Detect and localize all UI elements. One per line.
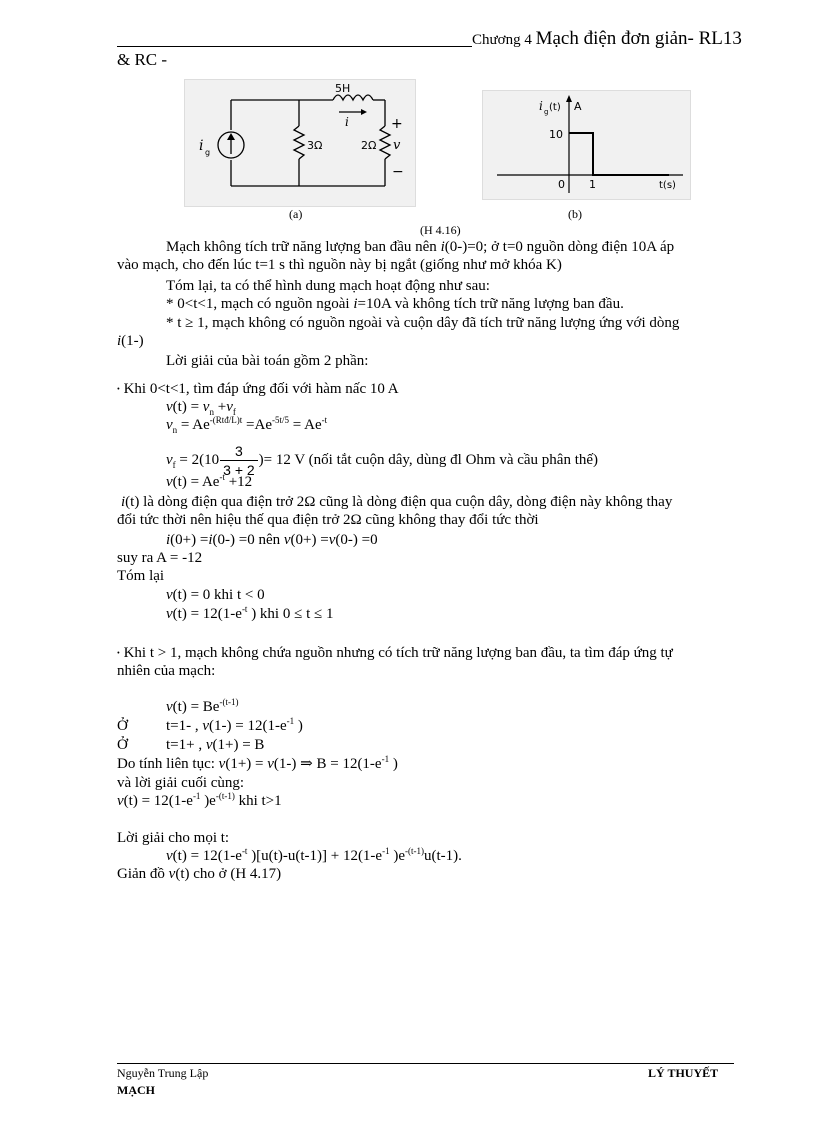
y-axis-arrow-icon	[566, 95, 572, 102]
header-continuation: & RC -	[117, 50, 168, 69]
eq-10: Ở t=1- , $v(1-) = 12(1-e^{-1}$ )	[117, 716, 303, 734]
eq-5: i(0+) =i(0-) =0 nên v(0+) =v(0-) =0	[166, 532, 378, 548]
p6-i: i	[121, 494, 126, 510]
case-2a-text: Khi t > 1, mạch không chứa nguồn nhưng có tích trữ năng lượng ban đầu, ta tìm đáp ứng tự	[123, 645, 673, 661]
graph-x-tick: 1	[589, 178, 596, 191]
minus-sign: −	[392, 164, 404, 180]
paragraph-1b: vào mạch, cho đến lúc t=1 s thì nguồn này bị ngắt (giống như mở khóa K)	[117, 257, 562, 273]
fraction-numerator: 3	[220, 442, 258, 461]
paragraph-7: Tóm lại	[117, 568, 165, 584]
case-1-text: Khi 0<t<1, tìm đáp ứng đối với hàm nấc 10 A	[123, 381, 399, 397]
p3a-text: * 0<t<1, mạch có nguồn ngoài	[166, 296, 354, 312]
footer-rule	[117, 1063, 734, 1064]
graph-caption: (b)	[568, 207, 582, 221]
p3-i: i	[353, 296, 358, 312]
eq-6: suy ra A = -12	[117, 550, 203, 566]
p1a-text: Mạch không tích trữ năng lượng ban đầu nên	[166, 239, 441, 255]
paragraph-8: và lời giải cuối cùng:	[117, 775, 245, 791]
at-2: Ở	[117, 737, 128, 753]
case-2b: nhiên của mạch:	[117, 663, 216, 679]
footer-subject-a: LÝ THUYẾT	[648, 1066, 719, 1080]
header-rule	[117, 46, 472, 47]
header-chapter	[472, 30, 742, 49]
graph-ylabel-sub: g	[544, 108, 549, 116]
circuit-caption: (a)	[289, 207, 303, 221]
p3b-text: =10A và không tích trữ năng lượng ban đầu.	[357, 296, 624, 312]
circuit-diagram	[185, 80, 415, 206]
p4-i: i	[117, 333, 122, 349]
graph-xlabel: t(s)	[659, 180, 676, 191]
paragraph-9: Lời giải cho mọi t:	[117, 830, 230, 846]
paragraph-1a	[166, 238, 674, 256]
case-2a	[117, 644, 673, 663]
r1-label: 3Ω	[307, 139, 323, 152]
eq-3-rest: )= 12 V (nối tắt cuộn dây, dùng đl Ohm và cầu phân thế)	[258, 451, 599, 468]
eq-2: $v_n = Ae^{-(Rtđ/L)t} =Ae^{-5t/5} = Ae^{-t}$	[166, 415, 328, 435]
footer-subject-b: MẠCH	[117, 1083, 155, 1097]
eq-11: Ở t=1+ , v(1+) = B	[117, 737, 265, 753]
eq-9: $v(t) = Be^{-(t-1)}$	[166, 697, 239, 715]
eq-7: v(t) = 0 khi t < 0	[166, 587, 265, 603]
current-label: i	[345, 115, 349, 129]
paragraph-4b	[117, 332, 144, 350]
current-arrow-icon	[361, 109, 367, 115]
pulse-trace	[569, 133, 669, 175]
graph-diagram	[483, 91, 690, 199]
circuit-figure	[184, 79, 416, 207]
source-sub: g	[205, 148, 211, 157]
paragraph-5: Lời giải của bài toán gồm 2 phần:	[166, 353, 369, 369]
eq-12: Do tính liên tục: v(1+) = v(1-) ⇒ $B = 12(1-e^{-1}$ )	[117, 754, 398, 772]
r2-label: 2Ω	[361, 139, 377, 152]
eq-1: $v(t) = v_n +v_f$	[166, 399, 236, 417]
fraction-denominator: 3 + 2	[223, 462, 255, 478]
paragraph-6a	[121, 493, 672, 511]
chapter-prefix: Chương 4	[472, 32, 532, 48]
paragraph-10: Giản đồ v(t) cho ở (H 4.17)	[117, 866, 282, 882]
eq-14: $v(t) = 12(1-e^{-t}$ )$[u(t)-u(t-1)] + 12(1-e^{-1}$ )$e^{-(t-1)}u(t-1)$.	[166, 846, 462, 864]
page-number: 13	[722, 28, 742, 49]
graph-y-value: 10	[549, 128, 563, 141]
eq-13: $v(t) = 12(1-e^{-1}$ )$e^{-(t-1)}$ khi t>1	[117, 791, 282, 809]
p6b-text: (t) là dòng điện qua điện trở 2Ω cũng là dòng điện qua cuộn dây, dòng điện này không thay	[125, 494, 673, 510]
paragraph-3	[166, 295, 624, 313]
paragraph-6b: đổi tức thời nên hiệu thế qua điện trở 2Ω cũng không thay đổi tức thời	[117, 512, 539, 528]
p4b-text: (1-)	[121, 333, 144, 349]
eq-8: $v(t) = 12(1-e^{-t}$ ) khi 0 ≤ t ≤ 1	[166, 604, 334, 622]
graph-ylabel-rest: (t)	[549, 102, 561, 113]
paragraph-4a: * t ≥ 1, mạch không có nguồn ngoài và cuộn dây đã tích trữ năng lượng ứng với dòng	[166, 315, 680, 331]
figure-caption: (H 4.16)	[420, 223, 461, 237]
p1b-text: (0-)=0; ở t=0 nguồn dòng điện 10A áp	[444, 239, 675, 255]
footer-author: Nguyễn Trung Lập	[117, 1066, 209, 1080]
chapter-title: Mạch điện đơn giản- RL	[535, 28, 723, 49]
v-label: v	[393, 138, 401, 153]
graph-origin: 0	[558, 178, 565, 191]
inductor-label: 5H	[335, 82, 351, 95]
eq-4: $v(t) = Ae^{-t} +12$	[166, 472, 253, 490]
source-graph	[482, 90, 691, 200]
source-arrow-icon	[227, 133, 235, 140]
source-label: i	[199, 138, 204, 154]
eq-3: $v_f = 2(10$ $\frac{3}{3 + 2}$ )= 12 V (nối tắt cuộn dây, dùng đl Ohm và cầu phân thế)	[166, 443, 599, 478]
p1-i: i	[440, 239, 445, 255]
at-1: Ở	[117, 718, 128, 734]
plus-sign: +	[391, 116, 403, 132]
bullet-1: •	[117, 384, 120, 394]
bullet-2: •	[117, 648, 120, 658]
graph-ylabel-i: i	[539, 99, 543, 113]
graph-unit: A	[574, 100, 582, 113]
paragraph-2: Tóm lại, ta có thể hình dung mạch hoạt động như sau:	[166, 278, 490, 294]
case-1	[117, 380, 399, 399]
